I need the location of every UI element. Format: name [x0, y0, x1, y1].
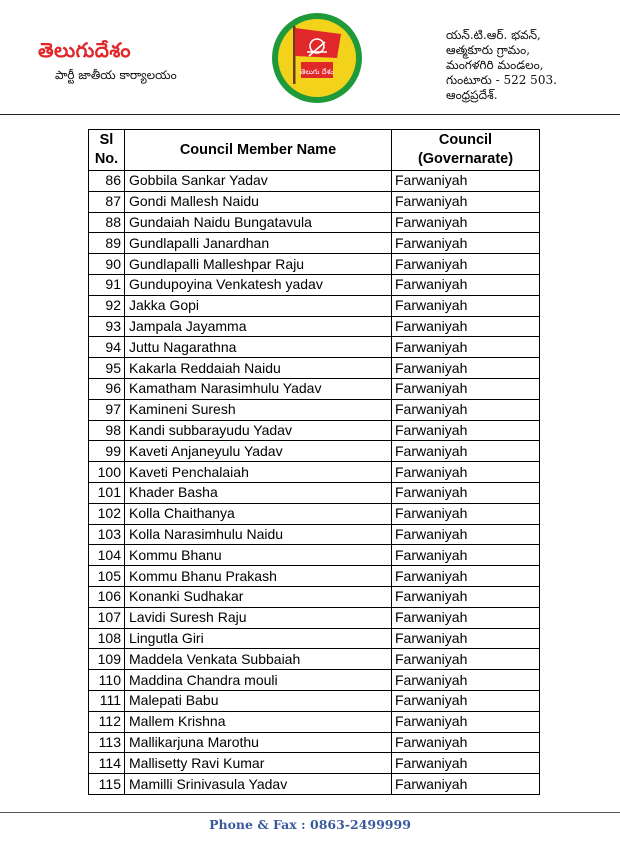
council-cell: Farwaniyah	[392, 586, 540, 607]
member-name-cell: Kolla Chaithanya	[125, 503, 392, 524]
council-cell: Farwaniyah	[392, 670, 540, 691]
member-name-cell: Gundaiah Naidu Bungatavula	[125, 212, 392, 233]
address-line: యన్.టి.ఆర్. భవన్,	[446, 28, 541, 42]
member-name-cell: Malepati Babu	[125, 690, 392, 711]
footer-contact: Phone & Fax : 0863-2499999	[209, 817, 411, 832]
table-row	[89, 191, 540, 212]
address-line: మంగళగిరి మండలం,	[446, 58, 544, 72]
table-row	[89, 274, 540, 295]
council-cell: Farwaniyah	[392, 711, 540, 732]
council-cell: Farwaniyah	[392, 378, 540, 399]
member-name-cell: Juttu Nagarathna	[125, 337, 392, 358]
sl-no-cell: 98	[89, 420, 125, 441]
table-row	[89, 337, 540, 358]
table-row	[89, 690, 540, 711]
table-row	[89, 732, 540, 753]
table-row	[89, 316, 540, 337]
sl-no-cell: 97	[89, 399, 125, 420]
member-name-cell: Lavidi Suresh Raju	[125, 607, 392, 628]
council-cell: Farwaniyah	[392, 254, 540, 275]
table-row	[89, 212, 540, 233]
council-cell: Farwaniyah	[392, 503, 540, 524]
table-row	[89, 607, 540, 628]
council-cell: Farwaniyah	[392, 628, 540, 649]
council-cell: Farwaniyah	[392, 607, 540, 628]
council-cell: Farwaniyah	[392, 441, 540, 462]
table-row	[89, 441, 540, 462]
sl-no-cell: 115	[89, 774, 125, 795]
sl-no-cell: 94	[89, 337, 125, 358]
council-cell: Farwaniyah	[392, 337, 540, 358]
member-name-cell: Mallisetty Ravi Kumar	[125, 753, 392, 774]
table-header-row	[89, 130, 540, 171]
table-row	[89, 586, 540, 607]
council-members-table	[88, 129, 540, 795]
address-line: ఆంధ్రప్రదేశ్.	[446, 88, 498, 102]
council-cell: Farwaniyah	[392, 649, 540, 670]
table-row	[89, 524, 540, 545]
council-cell: Farwaniyah	[392, 566, 540, 587]
table-row	[89, 545, 540, 566]
council-cell: Farwaniyah	[392, 545, 540, 566]
table-row	[89, 358, 540, 379]
council-cell: Farwaniyah	[392, 358, 540, 379]
table-body	[89, 171, 540, 795]
member-name-cell: Khader Basha	[125, 482, 392, 503]
council-cell: Farwaniyah	[392, 233, 540, 254]
member-name-cell: Mallem Krishna	[125, 711, 392, 732]
member-name-cell: Lingutla Giri	[125, 628, 392, 649]
member-name-cell: Kamineni Suresh	[125, 399, 392, 420]
member-name-cell: Mallikarjuna Marothu	[125, 732, 392, 753]
sl-no-cell: 86	[89, 171, 125, 192]
sl-no-cell: 114	[89, 753, 125, 774]
party-name: తెలుగుదేశం	[38, 38, 131, 62]
office-subtitle: పార్టీ జాతీయ కార్యాలయం	[55, 68, 177, 82]
table-row	[89, 482, 540, 503]
member-name-cell: Gundupoyina Venkatesh yadav	[125, 274, 392, 295]
council-cell: Farwaniyah	[392, 274, 540, 295]
sl-no-cell: 95	[89, 358, 125, 379]
council-cell: Farwaniyah	[392, 524, 540, 545]
council-cell: Farwaniyah	[392, 774, 540, 795]
sl-no-cell: 113	[89, 732, 125, 753]
member-name-cell: Kandi subbarayudu Yadav	[125, 420, 392, 441]
member-name-cell: Jakka Gopi	[125, 295, 392, 316]
member-name-cell: Kamatham Narasimhulu Yadav	[125, 378, 392, 399]
member-name-header: Council Member Name	[125, 130, 392, 171]
sl-no-cell: 102	[89, 503, 125, 524]
header-divider	[0, 114, 620, 115]
sl-no-cell: 99	[89, 441, 125, 462]
council-cell: Farwaniyah	[392, 753, 540, 774]
address-line: ఆత్మకూరు గ్రామం,	[446, 43, 531, 57]
table-row	[89, 420, 540, 441]
logo-inner-disc	[278, 19, 356, 97]
table-row	[89, 753, 540, 774]
address-line: గుంటూరు - 522 503.	[446, 73, 557, 87]
table-row	[89, 566, 540, 587]
council-cell: Farwaniyah	[392, 420, 540, 441]
table-row	[89, 503, 540, 524]
sl-no-cell: 109	[89, 649, 125, 670]
council-cell: Farwaniyah	[392, 399, 540, 420]
table-row	[89, 399, 540, 420]
sl-no-cell: 100	[89, 462, 125, 483]
member-name-cell: Kakarla Reddaiah Naidu	[125, 358, 392, 379]
table-row	[89, 649, 540, 670]
sl-header-line1: Sl	[99, 132, 114, 148]
sl-no-cell: 108	[89, 628, 125, 649]
office-address	[446, 28, 557, 103]
sl-no-cell: 110	[89, 670, 125, 691]
council-header-line1: Council	[438, 132, 493, 148]
council-cell: Farwaniyah	[392, 171, 540, 192]
member-name-cell: Maddina Chandra mouli	[125, 670, 392, 691]
table-row	[89, 774, 540, 795]
member-name-cell: Kommu Bhanu Prakash	[125, 566, 392, 587]
member-name-cell: Mamilli Srinivasula Yadav	[125, 774, 392, 795]
sl-header-line2: No.	[94, 151, 119, 167]
member-name-cell: Gobbila Sankar Yadav	[125, 171, 392, 192]
sl-no-header	[89, 130, 125, 171]
member-name-cell: Gondi Mallesh Naidu	[125, 191, 392, 212]
member-name-cell: Kommu Bhanu	[125, 545, 392, 566]
sl-no-cell: 105	[89, 566, 125, 587]
council-header-line2: (Governarate)	[417, 151, 514, 167]
sl-no-cell: 92	[89, 295, 125, 316]
sl-no-cell: 90	[89, 254, 125, 275]
table-row	[89, 171, 540, 192]
table-row	[89, 628, 540, 649]
table-row	[89, 711, 540, 732]
member-name-cell: Gundlapalli Janardhan	[125, 233, 392, 254]
table-row	[89, 378, 540, 399]
table-row	[89, 254, 540, 275]
table-row	[89, 295, 540, 316]
sl-no-cell: 104	[89, 545, 125, 566]
table-row	[89, 462, 540, 483]
sl-no-cell: 101	[89, 482, 125, 503]
member-name-cell: Kaveti Anjaneyulu Yadav	[125, 441, 392, 462]
member-name-cell: Kaveti Penchalaiah	[125, 462, 392, 483]
sl-no-cell: 103	[89, 524, 125, 545]
council-cell: Farwaniyah	[392, 732, 540, 753]
table-row	[89, 233, 540, 254]
sl-no-cell: 96	[89, 378, 125, 399]
sl-no-cell: 93	[89, 316, 125, 337]
council-cell: Farwaniyah	[392, 191, 540, 212]
sl-no-cell: 87	[89, 191, 125, 212]
council-cell: Farwaniyah	[392, 690, 540, 711]
member-name-cell: Jampala Jayamma	[125, 316, 392, 337]
letterhead	[0, 0, 620, 112]
sl-no-cell: 111	[89, 690, 125, 711]
sl-no-cell: 106	[89, 586, 125, 607]
sl-no-cell: 107	[89, 607, 125, 628]
sl-no-cell: 112	[89, 711, 125, 732]
sl-no-cell: 89	[89, 233, 125, 254]
member-name-cell: Konanki Sudhakar	[125, 586, 392, 607]
sl-no-cell: 91	[89, 274, 125, 295]
member-name-cell: Kolla Narasimhulu Naidu	[125, 524, 392, 545]
council-cell: Farwaniyah	[392, 212, 540, 233]
table-row	[89, 670, 540, 691]
council-cell: Farwaniyah	[392, 316, 540, 337]
council-cell: Farwaniyah	[392, 462, 540, 483]
sl-no-cell: 88	[89, 212, 125, 233]
member-name-cell: Maddela Venkata Subbaiah	[125, 649, 392, 670]
member-name-cell: Gundlapalli Malleshpar Raju	[125, 254, 392, 275]
party-logo	[271, 12, 363, 104]
footer-divider	[0, 812, 620, 813]
council-header	[392, 130, 540, 171]
council-cell: Farwaniyah	[392, 482, 540, 503]
logo-text: తెలుగు దేశం	[300, 68, 334, 76]
council-cell: Farwaniyah	[392, 295, 540, 316]
